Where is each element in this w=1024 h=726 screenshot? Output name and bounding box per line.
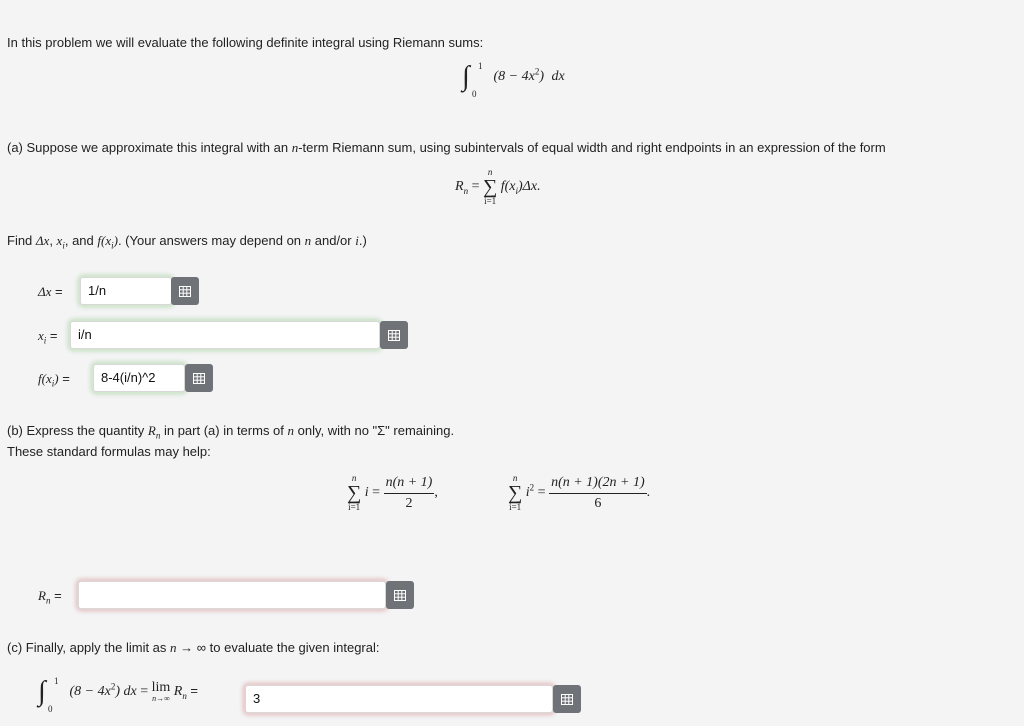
integral-dx: dx bbox=[551, 69, 565, 85]
find-n: n bbox=[304, 233, 312, 248]
integral-lower-bound: 0 bbox=[472, 89, 477, 99]
dx-label bbox=[38, 284, 63, 300]
integral-upper-bound: 1 bbox=[478, 61, 483, 71]
sum-lower: i=1 bbox=[484, 196, 497, 206]
part-c-suffix: to evaluate the given integral: bbox=[206, 640, 380, 655]
formula-equals: = bbox=[471, 179, 480, 195]
integrand: (8 − 4x bbox=[493, 69, 535, 85]
c-lim: lim bbox=[151, 680, 171, 695]
c-integrand-power: 2 bbox=[110, 681, 116, 692]
find-t2: , bbox=[49, 233, 57, 248]
c-integrand: (8 − 4x bbox=[69, 684, 111, 700]
part-b-n: n bbox=[287, 423, 295, 438]
f1-sum-lower: i=1 bbox=[348, 502, 361, 512]
c-integrand-close: ) bbox=[115, 684, 120, 700]
formula-r: R bbox=[455, 179, 464, 195]
dx-answer-input[interactable]: 1/n bbox=[80, 277, 172, 305]
part-b-prefix: (b) Express the quantity bbox=[7, 423, 148, 438]
find-t1: Find bbox=[7, 233, 36, 248]
f1-denominator: 2 bbox=[405, 495, 413, 511]
part-a-text-suffix: -term Riemann sum, using subintervals of equal width and right endpoints in an expression of the form bbox=[298, 140, 886, 155]
f1-comma: , bbox=[434, 485, 438, 501]
part-b-r: R bbox=[147, 423, 156, 438]
integrand-power: 2 bbox=[534, 66, 540, 77]
integral-sign: ∫ bbox=[38, 676, 46, 707]
part-c-arrow: → ∞ bbox=[176, 640, 207, 655]
f2-term: i bbox=[525, 485, 530, 501]
find-dx: Δx bbox=[35, 233, 50, 248]
matrix-grid-icon bbox=[388, 330, 400, 341]
fxi-equals: = bbox=[62, 371, 70, 386]
f1-term: i bbox=[364, 485, 369, 501]
part-b-help: These standard formulas may help: bbox=[7, 444, 211, 459]
rn-answer-input[interactable] bbox=[78, 581, 386, 609]
xi-equals: = bbox=[49, 328, 58, 343]
f2-term-power: 2 bbox=[529, 482, 535, 493]
limit-expression bbox=[38, 676, 198, 714]
part-c-text bbox=[7, 640, 379, 656]
intro-text: In this problem we will evaluate the following definite integral using Riemann sums: bbox=[7, 35, 484, 50]
find-t4: . (Your answers may depend on bbox=[117, 233, 305, 248]
part-b-suffix: only, with no "Σ" remaining. bbox=[294, 423, 455, 438]
part-a-text bbox=[7, 140, 886, 156]
fxi-label bbox=[38, 371, 70, 389]
sigma-icon: ∑ bbox=[508, 482, 523, 504]
f2-denominator: 6 bbox=[594, 495, 602, 511]
rn-matrix-button[interactable] bbox=[386, 581, 414, 609]
xi-matrix-button[interactable] bbox=[380, 321, 408, 349]
find-xi: x bbox=[56, 233, 63, 248]
formula-term-rest: )Δx. bbox=[518, 179, 541, 195]
xi-label-sub: i bbox=[43, 335, 47, 346]
f1-numerator: n(n + 1) bbox=[384, 475, 435, 494]
fxi-matrix-button[interactable] bbox=[185, 364, 213, 392]
limit-answer-input[interactable]: 3 bbox=[245, 685, 553, 713]
c-equals-2: = bbox=[190, 683, 198, 699]
find-t6: .) bbox=[358, 233, 367, 248]
c-equals: = bbox=[140, 684, 149, 700]
part-a-n: n bbox=[291, 140, 299, 155]
f2-sum-upper: n bbox=[512, 473, 518, 483]
fxi-answer-input[interactable]: 8-4(i/n)^2 bbox=[93, 364, 185, 392]
integrand-close: ) bbox=[539, 69, 544, 85]
fxi-label-sub: i bbox=[51, 378, 55, 389]
find-fxi: f(x bbox=[97, 233, 112, 248]
find-fxi-sub: i bbox=[111, 240, 114, 251]
part-c-n: n bbox=[170, 640, 177, 655]
part-b-mid: in part (a) in terms of bbox=[160, 423, 288, 438]
rn-label bbox=[38, 588, 62, 606]
c-r-sub: n bbox=[182, 691, 187, 702]
formula-r-sub: n bbox=[463, 186, 469, 197]
matrix-grid-icon bbox=[179, 286, 191, 297]
c-dx: dx bbox=[123, 684, 137, 700]
find-t3: , and bbox=[64, 233, 98, 248]
limit-matrix-button[interactable] bbox=[553, 685, 581, 713]
matrix-grid-icon bbox=[561, 694, 573, 705]
find-t5: and/or bbox=[311, 233, 356, 248]
c-lim-under: n→∞ bbox=[152, 694, 170, 703]
xi-label bbox=[38, 328, 58, 346]
sum-i-formula bbox=[347, 474, 438, 512]
f2-equals: = bbox=[537, 485, 546, 501]
sigma-icon: ∑ bbox=[347, 482, 362, 504]
integral-sign: ∫ bbox=[462, 61, 470, 92]
part-b-text bbox=[7, 423, 454, 441]
find-xi-sub: i bbox=[62, 240, 65, 251]
rn-label-sub: n bbox=[45, 595, 51, 606]
xi-answer-input[interactable]: i/n bbox=[70, 321, 380, 349]
part-c-prefix: (c) Finally, apply the limit as bbox=[7, 640, 171, 655]
find-i: i bbox=[355, 233, 359, 248]
matrix-grid-icon bbox=[394, 590, 406, 601]
matrix-grid-icon bbox=[193, 373, 205, 384]
fxi-label-close: ) bbox=[54, 371, 59, 386]
xi-label-text: x bbox=[38, 328, 44, 343]
fxi-label-text: f(x bbox=[38, 371, 52, 386]
find-fxi-close: ) bbox=[113, 233, 118, 248]
f2-sum-lower: i=1 bbox=[509, 502, 522, 512]
sigma-icon: ∑ bbox=[482, 176, 498, 198]
c-integral-upper: 1 bbox=[54, 676, 59, 686]
sum-upper: n bbox=[487, 167, 493, 177]
rn-equals: = bbox=[54, 588, 62, 603]
dx-matrix-button[interactable] bbox=[171, 277, 199, 305]
dx-equals: = bbox=[55, 284, 63, 299]
definite-integral bbox=[462, 61, 565, 99]
find-instructions bbox=[7, 233, 367, 251]
c-r: R bbox=[173, 684, 183, 700]
riemann-sum-formula bbox=[455, 168, 541, 206]
part-a-text-prefix: (a) Suppose we approximate this integral with an bbox=[7, 140, 292, 155]
part-b-r-sub: n bbox=[155, 430, 161, 441]
rn-label-text: R bbox=[38, 588, 46, 603]
formula-term: f(x bbox=[500, 179, 516, 195]
f1-equals: = bbox=[372, 485, 381, 501]
f1-sum-upper: n bbox=[351, 473, 357, 483]
dx-label-text: Δx bbox=[38, 284, 52, 299]
c-integral-lower: 0 bbox=[48, 704, 53, 714]
f2-numerator: n(n + 1)(2n + 1) bbox=[549, 475, 647, 494]
f2-period: . bbox=[646, 485, 651, 501]
sum-i-squared-formula bbox=[508, 474, 650, 512]
formula-term-sub: i bbox=[515, 186, 519, 197]
